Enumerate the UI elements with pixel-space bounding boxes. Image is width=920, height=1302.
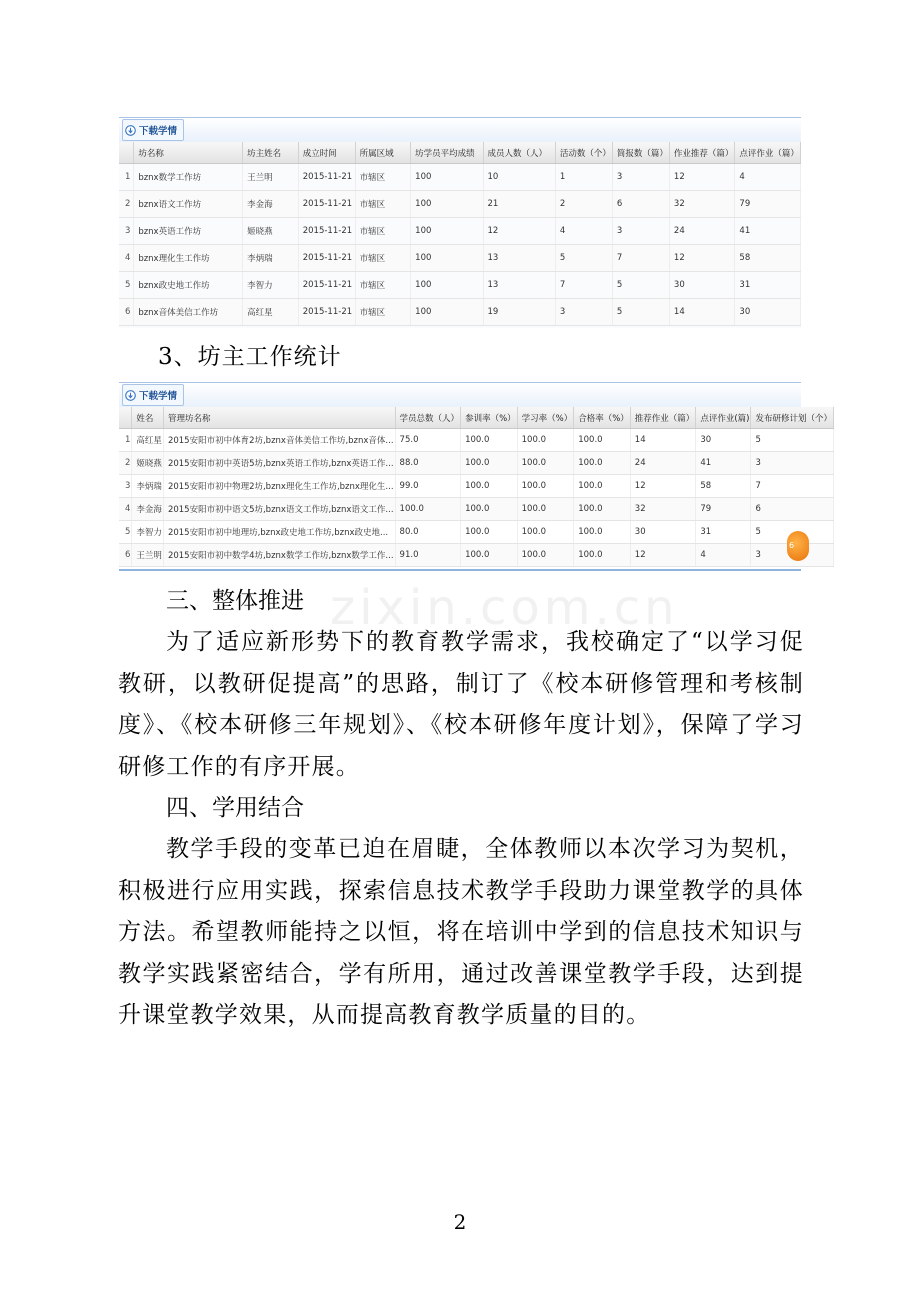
cell-recommended: 12: [630, 475, 696, 498]
cell-study-rate: 100.0: [517, 452, 574, 475]
cell-activities: 1: [555, 164, 612, 191]
rownum-header: [119, 407, 132, 429]
cell-members: 13: [483, 245, 555, 272]
column-header[interactable]: 合格率（%）: [574, 407, 631, 429]
row-number: 3: [119, 475, 132, 498]
cell-reviewed: 58: [735, 245, 801, 272]
table-row[interactable]: [119, 452, 833, 475]
column-header[interactable]: 坊主姓名: [243, 142, 299, 164]
cell-date: 2015-11-21: [298, 164, 355, 191]
cell-workshop-name: bznx英语工作坊: [134, 218, 243, 245]
cell-managed-workshops: 2015安阳市初中体育2坊,bznx音体美信工作坊,bznx音体...: [163, 429, 395, 452]
cell-participation: 100.0: [461, 544, 518, 567]
cell-reviewed: 79: [735, 191, 801, 218]
table-row[interactable]: [119, 544, 833, 567]
cell-avg-score: 100: [411, 299, 483, 326]
cell-name: 姬晓燕: [132, 452, 164, 475]
paragraph: 教学手段的变革已迫在眉睫，全体教师以本次学习为契机，积极进行应用实践，探索信息技术教学手段助力课堂教学的具体方法。希望教师能持之以恒，将在培训中学到的信息技术知识与教学实践紧密结合，学有所用，通过改善课堂教学手段，达到提升课堂教学效果，从而提高教育教学质量的目的。: [118, 836, 804, 1029]
cell-students: 88.0: [395, 452, 461, 475]
cell-region: 市辖区: [355, 164, 411, 191]
cell-activities: 7: [555, 272, 612, 299]
cell-recommended: 14: [630, 429, 696, 452]
cell-activities: 4: [555, 218, 612, 245]
cell-recommended: 24: [630, 452, 696, 475]
cell-students: 75.0: [395, 429, 461, 452]
cell-study-rate: 100.0: [517, 475, 574, 498]
toolbar: [119, 118, 801, 142]
cell-recommended: 32: [630, 498, 696, 521]
download-button-label: 下载学情: [139, 391, 178, 402]
cell-owner: 李金海: [243, 191, 299, 218]
owner-grid: [119, 407, 834, 567]
cell-briefs: 5: [612, 272, 669, 299]
cell-activities: 5: [555, 245, 612, 272]
cell-managed-workshops: 2015安阳市初中地理坊,bznx政史地工作坊,bznx政史地...: [163, 521, 395, 544]
workshop-table-screenshot: [119, 117, 801, 328]
cell-activities: 2: [555, 191, 612, 218]
cell-owner: 高红星: [243, 299, 299, 326]
cell-briefs: 5: [612, 299, 669, 326]
cell-participation: 100.0: [461, 521, 518, 544]
cell-reviewed: 4: [696, 544, 751, 567]
column-header[interactable]: 姓名: [132, 407, 164, 429]
row-number: 6: [119, 544, 132, 567]
cell-region: 市辖区: [355, 272, 411, 299]
download-report-button[interactable]: [122, 119, 184, 141]
cell-region: 市辖区: [355, 218, 411, 245]
cell-members: 12: [483, 218, 555, 245]
cell-reviewed: 30: [696, 429, 751, 452]
column-header[interactable]: 所属区域: [355, 142, 411, 164]
header-row: [119, 142, 801, 164]
cell-pass-rate: 100.0: [574, 521, 631, 544]
body-text: [118, 581, 804, 1036]
column-header[interactable]: 成员人数（人）: [483, 142, 555, 164]
workshop-grid: [119, 142, 801, 326]
page-number: 2: [453, 1210, 467, 1234]
row-number: 4: [119, 498, 132, 521]
row-number: 1: [119, 164, 134, 191]
cell-briefs: 3: [612, 164, 669, 191]
row-number: 5: [119, 521, 132, 544]
cell-members: 10: [483, 164, 555, 191]
download-icon: [125, 390, 136, 401]
floating-help-badge[interactable]: 6: [787, 531, 809, 561]
cell-study-rate: 100.0: [517, 429, 574, 452]
row-number: 6: [119, 299, 134, 326]
header-row: [119, 407, 833, 429]
column-header[interactable]: 点评作业(篇): [696, 407, 751, 429]
cell-members: 21: [483, 191, 555, 218]
cell-recommended: 14: [669, 299, 735, 326]
cell-reviewed: 31: [696, 521, 751, 544]
column-header[interactable]: 推荐作业（篇）: [630, 407, 696, 429]
cell-reviewed: 41: [696, 452, 751, 475]
cell-recommended: 24: [669, 218, 735, 245]
cell-date: 2015-11-21: [298, 299, 355, 326]
column-header[interactable]: 坊学员平均成绩: [411, 142, 483, 164]
watermark: zixin.com.cn: [330, 580, 679, 636]
column-header[interactable]: 学员总数（人）: [395, 407, 461, 429]
cell-name: 王兰明: [132, 544, 164, 567]
table-row[interactable]: [119, 498, 833, 521]
cell-study-rate: 100.0: [517, 521, 574, 544]
row-number: 1: [119, 429, 132, 452]
column-header[interactable]: 成立时间: [298, 142, 355, 164]
cell-owner: 姬晓燕: [243, 218, 299, 245]
subsection-heading: 3、坊主工作统计: [158, 344, 342, 370]
column-header[interactable]: 活动数（个）: [555, 142, 612, 164]
column-header[interactable]: 作业推荐（篇）: [669, 142, 735, 164]
cell-reviewed: 30: [735, 299, 801, 326]
column-header[interactable]: 发布研修计划（个）: [751, 407, 834, 429]
cell-avg-score: 100: [411, 191, 483, 218]
section-title: 三、整体推进: [166, 588, 304, 614]
cell-workshop-name: bznx理化生工作坊: [134, 245, 243, 272]
row-number: 2: [119, 191, 134, 218]
cell-avg-score: 100: [411, 218, 483, 245]
column-header[interactable]: 坊名称: [134, 142, 243, 164]
cell-region: 市辖区: [355, 191, 411, 218]
download-icon: [125, 125, 136, 136]
cell-pass-rate: 100.0: [574, 498, 631, 521]
row-number: 4: [119, 245, 134, 272]
cell-workshop-name: bznx语文工作坊: [134, 191, 243, 218]
cell-reviewed: 79: [696, 498, 751, 521]
cell-workshop-name: bznx政史地工作坊: [134, 272, 243, 299]
cell-recommended: 30: [630, 521, 696, 544]
cell-study-rate: 100.0: [517, 498, 574, 521]
cell-briefs: 6: [612, 191, 669, 218]
section-title: 四、学用结合: [166, 795, 304, 822]
paragraph: 为了适应新形势下的教育教学需求，我校确定了“以学习促教研，以教研促提高”的思路，制订了《校本研修管理和考核制度》、《校本研修三年规划》、《校本研修年度计划》，保障了学习研修工作的有序开展。: [118, 629, 804, 780]
table-row[interactable]: [119, 475, 833, 498]
cell-plans: 6: [751, 498, 834, 521]
cell-pass-rate: 100.0: [574, 429, 631, 452]
download-button-label: 下载学情: [139, 126, 178, 137]
cell-managed-workshops: 2015安阳市初中物理2坊,bznx理化生工作坊,bznx理化生...: [163, 475, 395, 498]
column-header[interactable]: 学习率（%）: [517, 407, 574, 429]
cell-students: 91.0: [395, 544, 461, 567]
cell-recommended: 12: [669, 164, 735, 191]
cell-plans: 3: [751, 544, 834, 567]
table-row[interactable]: [119, 164, 801, 191]
cell-pass-rate: 100.0: [574, 544, 631, 567]
cell-workshop-name: bznx数学工作坊: [134, 164, 243, 191]
cell-name: 李金海: [132, 498, 164, 521]
cell-owner: 李炳瑞: [243, 245, 299, 272]
cell-recommended: 12: [669, 245, 735, 272]
cell-students: 100.0: [395, 498, 461, 521]
toolbar: [119, 383, 801, 407]
table-row[interactable]: [119, 299, 801, 326]
cell-name: 李智力: [132, 521, 164, 544]
row-number: 5: [119, 272, 134, 299]
cell-reviewed: 4: [735, 164, 801, 191]
cell-participation: 100.0: [461, 498, 518, 521]
table-row[interactable]: [119, 272, 801, 299]
cell-avg-score: 100: [411, 272, 483, 299]
cell-recommended: 32: [669, 191, 735, 218]
cell-date: 2015-11-21: [298, 218, 355, 245]
table-row[interactable]: [119, 245, 801, 272]
column-header[interactable]: 简报数（篇）: [612, 142, 669, 164]
row-number: 2: [119, 452, 132, 475]
table-row[interactable]: [119, 218, 801, 245]
cell-date: 2015-11-21: [298, 191, 355, 218]
cell-owner: 王兰明: [243, 164, 299, 191]
column-header[interactable]: 参训率（%）: [461, 407, 518, 429]
cell-members: 13: [483, 272, 555, 299]
cell-briefs: 3: [612, 218, 669, 245]
cell-reviewed: 41: [735, 218, 801, 245]
cell-workshop-name: bznx音体美信工作坊: [134, 299, 243, 326]
cell-reviewed: 31: [735, 272, 801, 299]
cell-activities: 3: [555, 299, 612, 326]
cell-study-rate: 100.0: [517, 544, 574, 567]
cell-owner: 李智力: [243, 272, 299, 299]
cell-name: 高红星: [132, 429, 164, 452]
column-header[interactable]: 管理坊名称: [163, 407, 395, 429]
cell-reviewed: 58: [696, 475, 751, 498]
cell-members: 19: [483, 299, 555, 326]
table-row[interactable]: [119, 429, 833, 452]
cell-avg-score: 100: [411, 245, 483, 272]
owner-stats-screenshot: [119, 382, 832, 571]
cell-managed-workshops: 2015安阳市初中语文5坊,bznx语文工作坊,bznx语文工作...: [163, 498, 395, 521]
row-number: 3: [119, 218, 134, 245]
table-row[interactable]: [119, 521, 833, 544]
column-header[interactable]: 点评作业（篇）: [735, 142, 801, 164]
cell-recommended: 30: [669, 272, 735, 299]
cell-managed-workshops: 2015安阳市初中数学4坊,bznx数学工作坊,bznx数学工作...: [163, 544, 395, 567]
cell-recommended: 12: [630, 544, 696, 567]
cell-students: 80.0: [395, 521, 461, 544]
cell-briefs: 7: [612, 245, 669, 272]
cell-avg-score: 100: [411, 164, 483, 191]
cell-students: 99.0: [395, 475, 461, 498]
cell-date: 2015-11-21: [298, 272, 355, 299]
cell-managed-workshops: 2015安阳市初中英语5坊,bznx英语工作坊,bznx英语工作...: [163, 452, 395, 475]
cell-plans: 5: [751, 521, 834, 544]
cell-pass-rate: 100.0: [574, 452, 631, 475]
cell-region: 市辖区: [355, 245, 411, 272]
cell-plans: 3: [751, 452, 834, 475]
table-row[interactable]: [119, 191, 801, 218]
cell-plans: 7: [751, 475, 834, 498]
cell-pass-rate: 100.0: [574, 475, 631, 498]
cell-region: 市辖区: [355, 299, 411, 326]
cell-date: 2015-11-21: [298, 245, 355, 272]
download-report-button[interactable]: [122, 384, 184, 406]
cell-participation: 100.0: [461, 429, 518, 452]
cell-participation: 100.0: [461, 475, 518, 498]
cell-name: 李炳瑞: [132, 475, 164, 498]
cell-plans: 5: [751, 429, 834, 452]
rownum-header: [119, 142, 134, 164]
cell-participation: 100.0: [461, 452, 518, 475]
